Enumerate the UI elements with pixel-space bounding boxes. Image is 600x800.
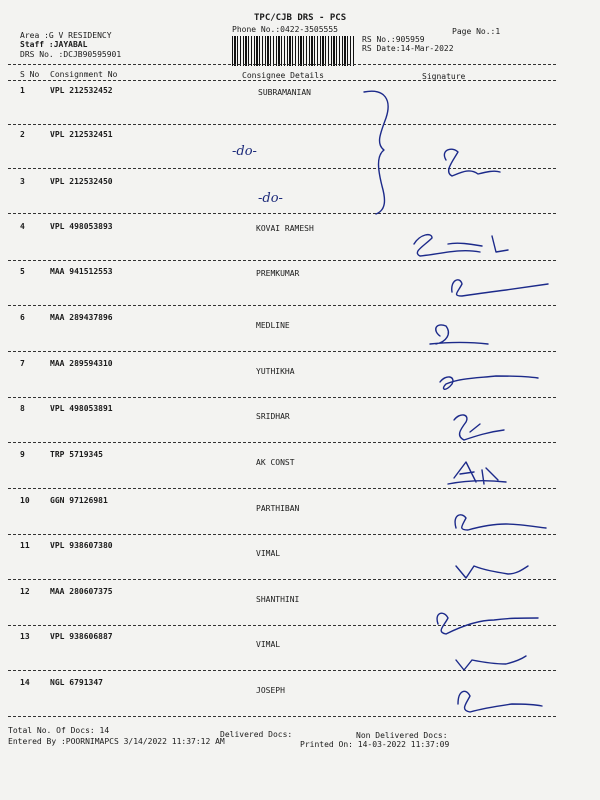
signature-11 xyxy=(456,566,528,578)
row-sno: 5 xyxy=(20,267,25,276)
non-delivered-docs: Non Delivered Docs: xyxy=(356,731,448,740)
row-consignment: MAA 289594310 xyxy=(50,359,113,368)
row-sno: 14 xyxy=(20,678,30,687)
row-consignee: VIMAL xyxy=(256,549,281,558)
ditto-mark: -do- xyxy=(258,191,283,206)
row-consignment: MAA 289437896 xyxy=(50,313,113,322)
drs-number: DRS No. :DCJB90595901 xyxy=(20,50,122,59)
row-consignee: VIMAL xyxy=(256,640,281,649)
rs-number: RS No.:905959 xyxy=(362,35,425,44)
rs-date: RS Date:14-Mar-2022 xyxy=(362,44,454,53)
row-sno: 4 xyxy=(20,222,25,231)
row-consignment: VPL 498053891 xyxy=(50,404,113,413)
row-consignment: VPL 938606887 xyxy=(50,632,113,641)
document-title: TPC/CJB DRS - PCS xyxy=(254,13,347,23)
row-sno: 13 xyxy=(20,632,30,641)
ditto-mark: -do- xyxy=(232,144,257,159)
row-sno: 8 xyxy=(20,404,25,413)
signature-8 xyxy=(454,415,504,440)
row-consignee: JOSEPH xyxy=(256,686,285,695)
row-sno: 6 xyxy=(20,313,25,322)
area-label: Area :G V RESIDENCY xyxy=(20,31,112,40)
column-consignment: Consignment No xyxy=(50,70,118,79)
row-consignment: TRP 5719345 xyxy=(50,450,103,459)
row-consignee: SUBRAMANIAN xyxy=(258,88,311,97)
column-sno: S No xyxy=(20,70,40,79)
entered-by: Entered By :POORNIMAPCS 3/14/2022 11:37:12 AM xyxy=(8,737,225,746)
row-consignment: VPL 938607380 xyxy=(50,541,113,550)
row-sno: 3 xyxy=(20,177,25,186)
staff-label: Staff :JAYABAL xyxy=(20,40,88,49)
row-consignee: SHANTHINI xyxy=(256,595,300,604)
phone-number: Phone No.:0422-3505555 xyxy=(232,25,338,34)
row-sno: 9 xyxy=(20,450,25,459)
row-sno: 2 xyxy=(20,130,25,139)
total-docs: Total No. Of Docs: 14 xyxy=(8,726,110,735)
row-consignee: PREMKUMAR xyxy=(256,269,300,278)
column-signature: Signature xyxy=(422,72,466,81)
row-sno: 10 xyxy=(20,496,30,505)
signature-5 xyxy=(452,280,548,296)
row-consignment: VPL 498053893 xyxy=(50,222,113,231)
row-consignee: AK CONST xyxy=(256,458,295,467)
signature-13 xyxy=(456,656,526,670)
row-consignment: GGN 97126981 xyxy=(50,496,108,505)
row-consignee: PARTHIBAN xyxy=(256,504,300,513)
row-consignment: MAA 941512553 xyxy=(50,267,113,276)
row-consignment: MAA 280607375 xyxy=(50,587,113,596)
row-consignee: KOVAI RAMESH xyxy=(256,224,314,233)
page-number: Page No.:1 xyxy=(452,27,501,36)
signature-6 xyxy=(430,325,488,344)
row-consignment: VPL 212532451 xyxy=(50,130,113,139)
signature-14 xyxy=(458,691,542,712)
row-consignee: YUTHIKHA xyxy=(256,367,295,376)
column-consignee: Consignee Details xyxy=(242,71,324,80)
row-consignee: SRIDHAR xyxy=(256,412,290,421)
printed-on: Printed On: 14-03-2022 11:37:09 xyxy=(300,740,450,749)
row-sno: 1 xyxy=(20,86,25,95)
signature-4 xyxy=(414,235,508,256)
signature-7 xyxy=(440,376,538,389)
signature-1 xyxy=(444,149,500,176)
signature-10 xyxy=(455,515,546,530)
row-consignment: NGL 6791347 xyxy=(50,678,103,687)
row-sno: 11 xyxy=(20,541,30,550)
row-consignment: VPL 212532450 xyxy=(50,177,113,186)
signature-12 xyxy=(437,613,538,634)
row-consignment: VPL 212532452 xyxy=(50,86,113,95)
delivered-docs: Delivered Docs: xyxy=(220,730,293,739)
row-sno: 12 xyxy=(20,587,30,596)
brace-mark xyxy=(364,91,388,214)
row-sno: 7 xyxy=(20,359,25,368)
row-consignee: MEDLINE xyxy=(256,321,290,330)
signature-9 xyxy=(448,462,506,484)
